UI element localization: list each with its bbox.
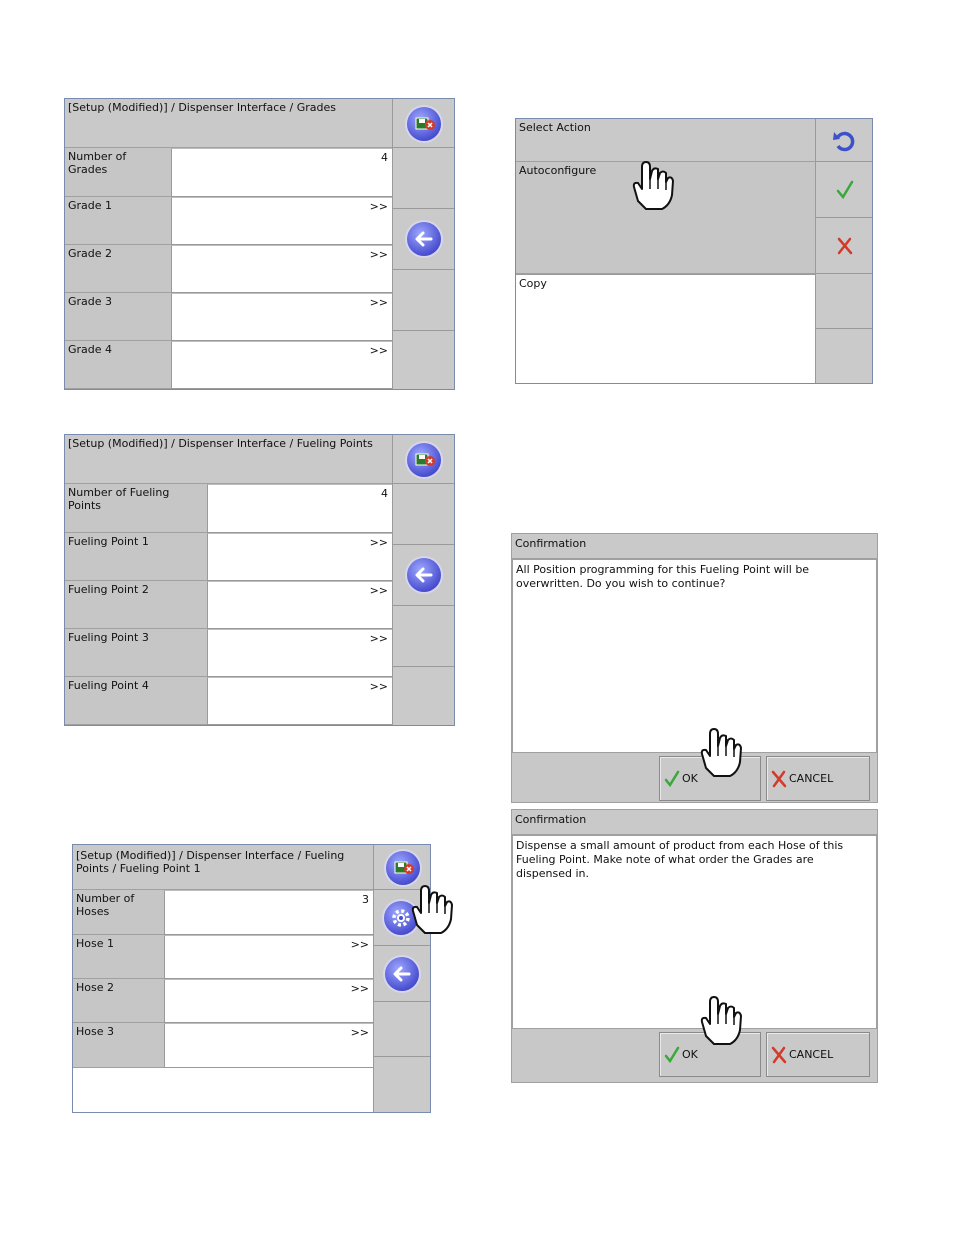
ok-label: OK xyxy=(682,772,698,785)
blank-button[interactable] xyxy=(393,148,454,209)
grade-2-field[interactable]: >> xyxy=(171,245,392,293)
row-label: Hose 1 xyxy=(73,935,164,979)
hose-3-field[interactable]: >> xyxy=(164,1023,373,1068)
row-label: Grade 4 xyxy=(65,341,171,389)
blank-button[interactable] xyxy=(393,484,454,545)
dialog-message: All Position programming for this Fueling Point will be overwritten. Do you wish to continue? xyxy=(512,559,877,753)
blank-button[interactable] xyxy=(393,667,454,725)
grade-1-field[interactable]: >> xyxy=(171,197,392,245)
dialog-message: Dispense a small amount of product from each Hose of this Fueling Point. Make note of what order the Grades are dispensed in. xyxy=(512,835,877,1029)
grades-screen xyxy=(64,98,455,390)
row-label: Fueling Point 2 xyxy=(65,581,207,629)
number-of-hoses-field[interactable]: 3 xyxy=(164,890,373,935)
page-title: [Setup (Modified)] / Dispenser Interface / Fueling Points / Fueling Point 1 xyxy=(73,845,373,890)
blank-button[interactable] xyxy=(393,606,454,667)
fueling-point-1-screen xyxy=(72,844,431,1113)
ok-label: OK xyxy=(682,1048,698,1061)
hose-1-field[interactable]: >> xyxy=(164,935,373,979)
empty-row xyxy=(73,1068,373,1112)
grade-4-field[interactable]: >> xyxy=(171,341,392,389)
fueling-point-4-field[interactable]: >> xyxy=(207,677,392,725)
cancel-button[interactable] xyxy=(766,1032,870,1077)
dialog-title: Confirmation xyxy=(512,810,877,835)
cancel-label: CANCEL xyxy=(789,1048,834,1061)
dialog-title: Select Action xyxy=(516,119,815,162)
row-label: Grade 3 xyxy=(65,293,171,341)
number-of-grades-field[interactable]: 4 xyxy=(171,148,392,197)
hand-pointer-icon xyxy=(698,990,748,1048)
row-label: Number of Hoses xyxy=(73,890,164,935)
fueling-points-screen xyxy=(64,434,455,726)
row-label: Fueling Point 4 xyxy=(65,677,207,725)
option-copy[interactable]: Copy xyxy=(516,274,815,383)
back-button[interactable] xyxy=(393,545,454,606)
confirmation-dialog-2 xyxy=(511,809,878,1083)
undo-icon xyxy=(832,128,858,154)
cancel-button[interactable] xyxy=(766,756,870,801)
x-icon xyxy=(836,236,854,256)
grade-3-field[interactable]: >> xyxy=(171,293,392,341)
side-toolbar xyxy=(392,435,454,725)
confirmation-dialog-1 xyxy=(511,533,878,803)
save-exit-button[interactable] xyxy=(393,435,454,484)
side-toolbar xyxy=(815,119,872,383)
blank-button[interactable] xyxy=(816,274,872,329)
back-arrow-icon xyxy=(407,222,441,256)
side-toolbar xyxy=(392,99,454,389)
save-exit-icon xyxy=(407,443,441,477)
row-label: Hose 2 xyxy=(73,979,164,1023)
back-button[interactable] xyxy=(393,209,454,270)
row-label: Number of Grades xyxy=(65,148,171,197)
hose-2-field[interactable]: >> xyxy=(164,979,373,1023)
reject-button[interactable] xyxy=(816,218,872,274)
blank-button[interactable] xyxy=(393,270,454,331)
back-button[interactable] xyxy=(374,946,430,1002)
blank-button[interactable] xyxy=(393,331,454,389)
blank-button[interactable] xyxy=(374,1057,430,1112)
row-label: Fueling Point 3 xyxy=(65,629,207,677)
save-exit-icon xyxy=(407,107,441,141)
row-label: Grade 1 xyxy=(65,197,171,245)
number-of-fueling-points-field[interactable]: 4 xyxy=(207,484,392,533)
blank-button[interactable] xyxy=(374,1002,430,1057)
page-title: [Setup (Modified)] / Dispenser Interface / Fueling Points xyxy=(65,435,392,484)
hand-pointer-icon xyxy=(409,879,459,937)
row-label: Grade 2 xyxy=(65,245,171,293)
x-icon xyxy=(771,770,787,788)
select-action-screen xyxy=(515,118,873,384)
fueling-point-1-field[interactable]: >> xyxy=(207,533,392,581)
x-icon xyxy=(771,1046,787,1064)
option-autoconfigure[interactable]: Autoconfigure xyxy=(516,162,815,274)
row-label: Fueling Point 1 xyxy=(65,533,207,581)
cancel-label: CANCEL xyxy=(789,772,834,785)
fueling-point-3-field[interactable]: >> xyxy=(207,629,392,677)
accept-button[interactable] xyxy=(816,162,872,218)
blank-button[interactable] xyxy=(816,329,872,383)
checkmark-icon xyxy=(836,180,854,200)
row-label: Number of Fueling Points xyxy=(65,484,207,533)
hand-pointer-icon xyxy=(630,155,680,213)
save-exit-button[interactable] xyxy=(393,99,454,148)
dialog-title: Confirmation xyxy=(512,534,877,559)
checkmark-icon xyxy=(664,1046,680,1064)
back-arrow-icon xyxy=(385,957,419,991)
checkmark-icon xyxy=(664,770,680,788)
undo-button[interactable] xyxy=(816,119,872,162)
hand-pointer-icon xyxy=(698,722,748,780)
fueling-point-2-field[interactable]: >> xyxy=(207,581,392,629)
back-arrow-icon xyxy=(407,558,441,592)
page-title: [Setup (Modified)] / Dispenser Interface / Grades xyxy=(65,99,392,148)
row-label: Hose 3 xyxy=(73,1023,164,1068)
